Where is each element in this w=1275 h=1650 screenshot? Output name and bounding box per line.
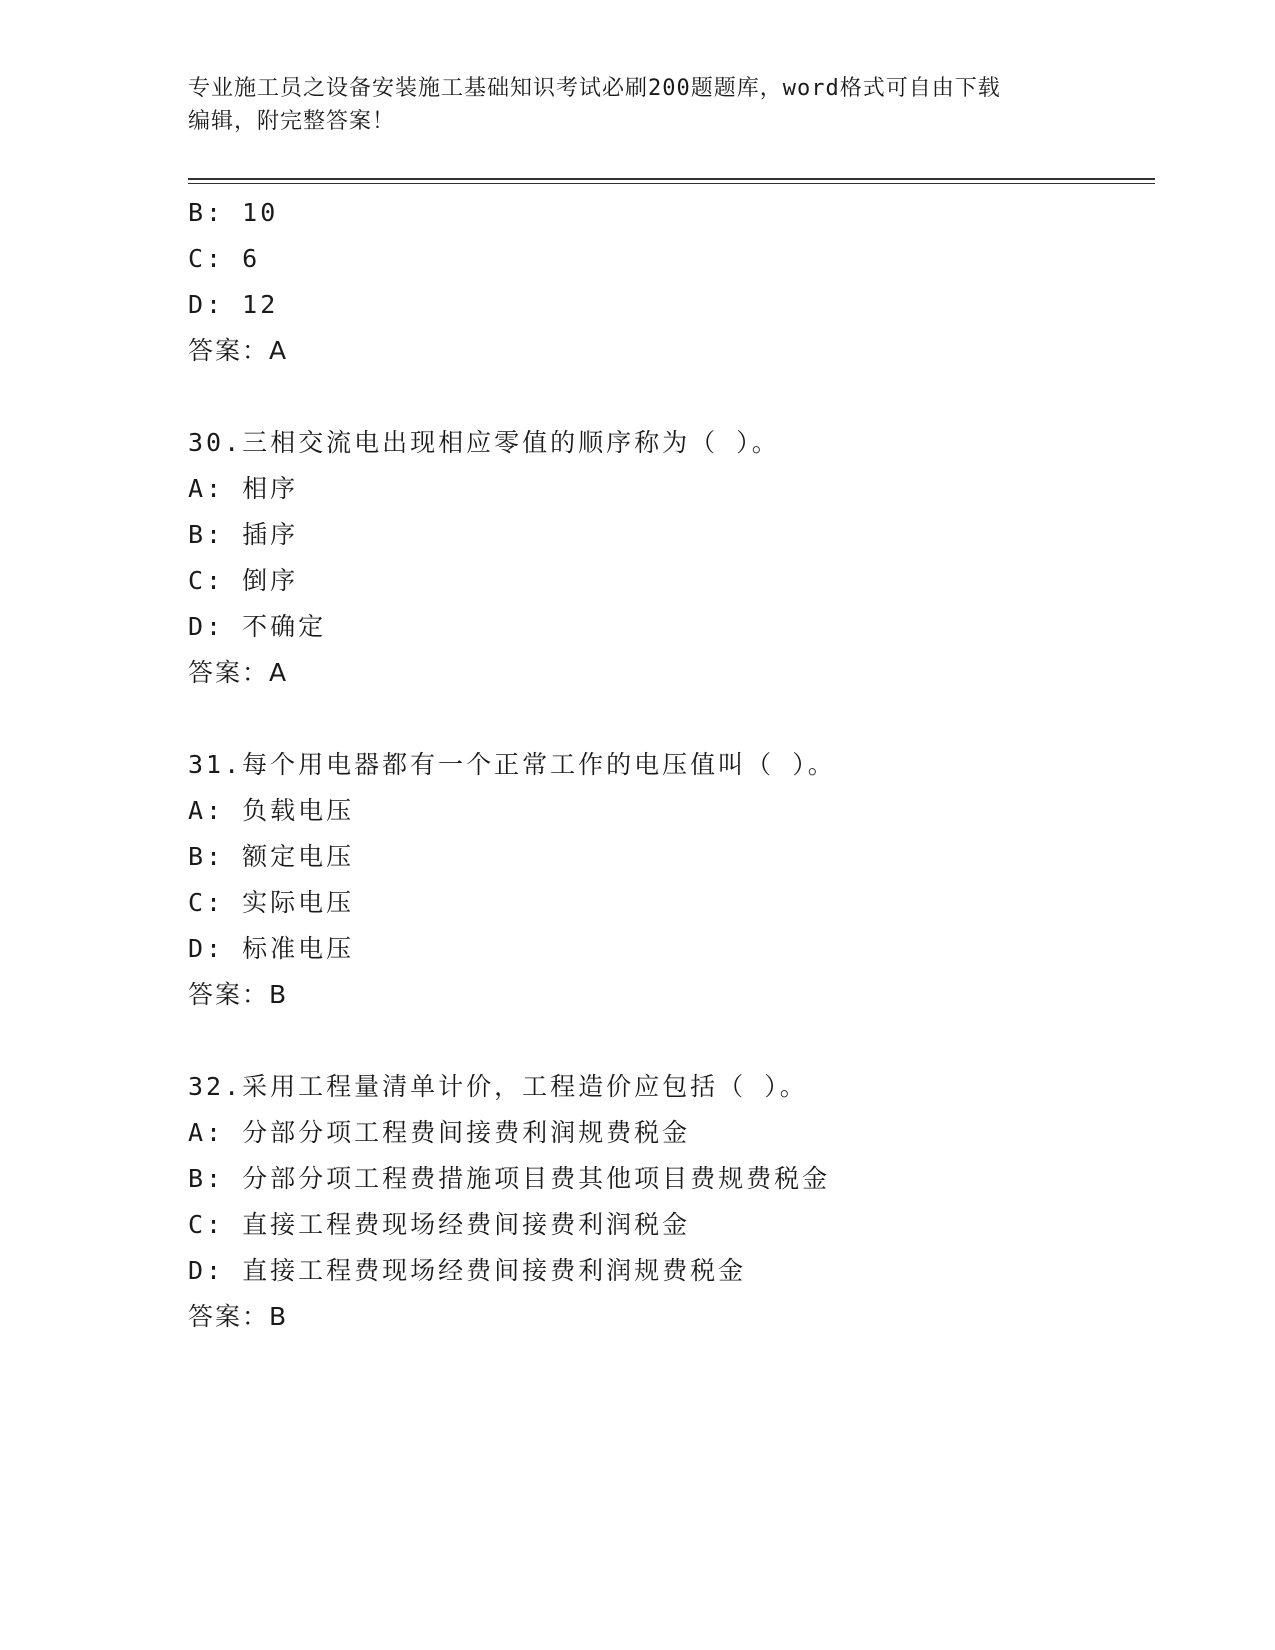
- document-header: [188, 72, 1088, 138]
- option-a: A: 分部分项工程费间接费利润规费税金: [188, 1118, 691, 1147]
- option-d: D: 不确定: [188, 612, 327, 641]
- header-divider-top: [188, 178, 1155, 180]
- question-block-30: [188, 420, 1155, 696]
- option-c: C: 实际电压: [188, 888, 355, 917]
- question-block-31: [188, 742, 1155, 1018]
- question-block-32: [188, 1064, 1155, 1340]
- option-b: B: 插序: [188, 520, 299, 549]
- answer: 答案：B: [188, 980, 289, 1009]
- option-c: C: 直接工程费现场经费间接费利润税金: [188, 1210, 691, 1239]
- option-d: D: 12: [188, 290, 279, 319]
- question-text: 30.三相交流电出现相应零值的顺序称为（ ）。: [188, 428, 780, 457]
- option-a: A: 负载电压: [188, 796, 355, 825]
- question-block-29-tail: [188, 190, 1155, 374]
- option-c: C: 6: [188, 244, 261, 273]
- answer: 答案：A: [188, 336, 289, 365]
- answer: 答案：B: [188, 1302, 289, 1331]
- spacer: [188, 1018, 1155, 1064]
- option-d: D: 直接工程费现场经费间接费利润规费税金: [188, 1256, 747, 1285]
- spacer: [188, 374, 1155, 420]
- header-line-1: 专业施工员之设备安装施工基础知识考试必刷200题题库，word格式可自由下载: [188, 76, 1001, 101]
- option-b: B: 额定电压: [188, 842, 355, 871]
- option-d: D: 标准电压: [188, 934, 355, 963]
- option-b: B: 分部分项工程费措施项目费其他项目费规费税金: [188, 1164, 831, 1193]
- option-a: A: 相序: [188, 474, 299, 503]
- option-b: B: 10: [188, 198, 279, 227]
- answer: 答案：A: [188, 658, 289, 687]
- question-list: [188, 190, 1155, 1340]
- header-divider-bottom: [188, 183, 1155, 184]
- header-line-2: 编辑，附完整答案！: [188, 109, 396, 134]
- option-c: C: 倒序: [188, 566, 299, 595]
- question-text: 31.每个用电器都有一个正常工作的电压值叫（ ）。: [188, 750, 836, 779]
- spacer: [188, 696, 1155, 742]
- question-text: 32.采用工程量清单计价，工程造价应包括（ ）。: [188, 1072, 808, 1101]
